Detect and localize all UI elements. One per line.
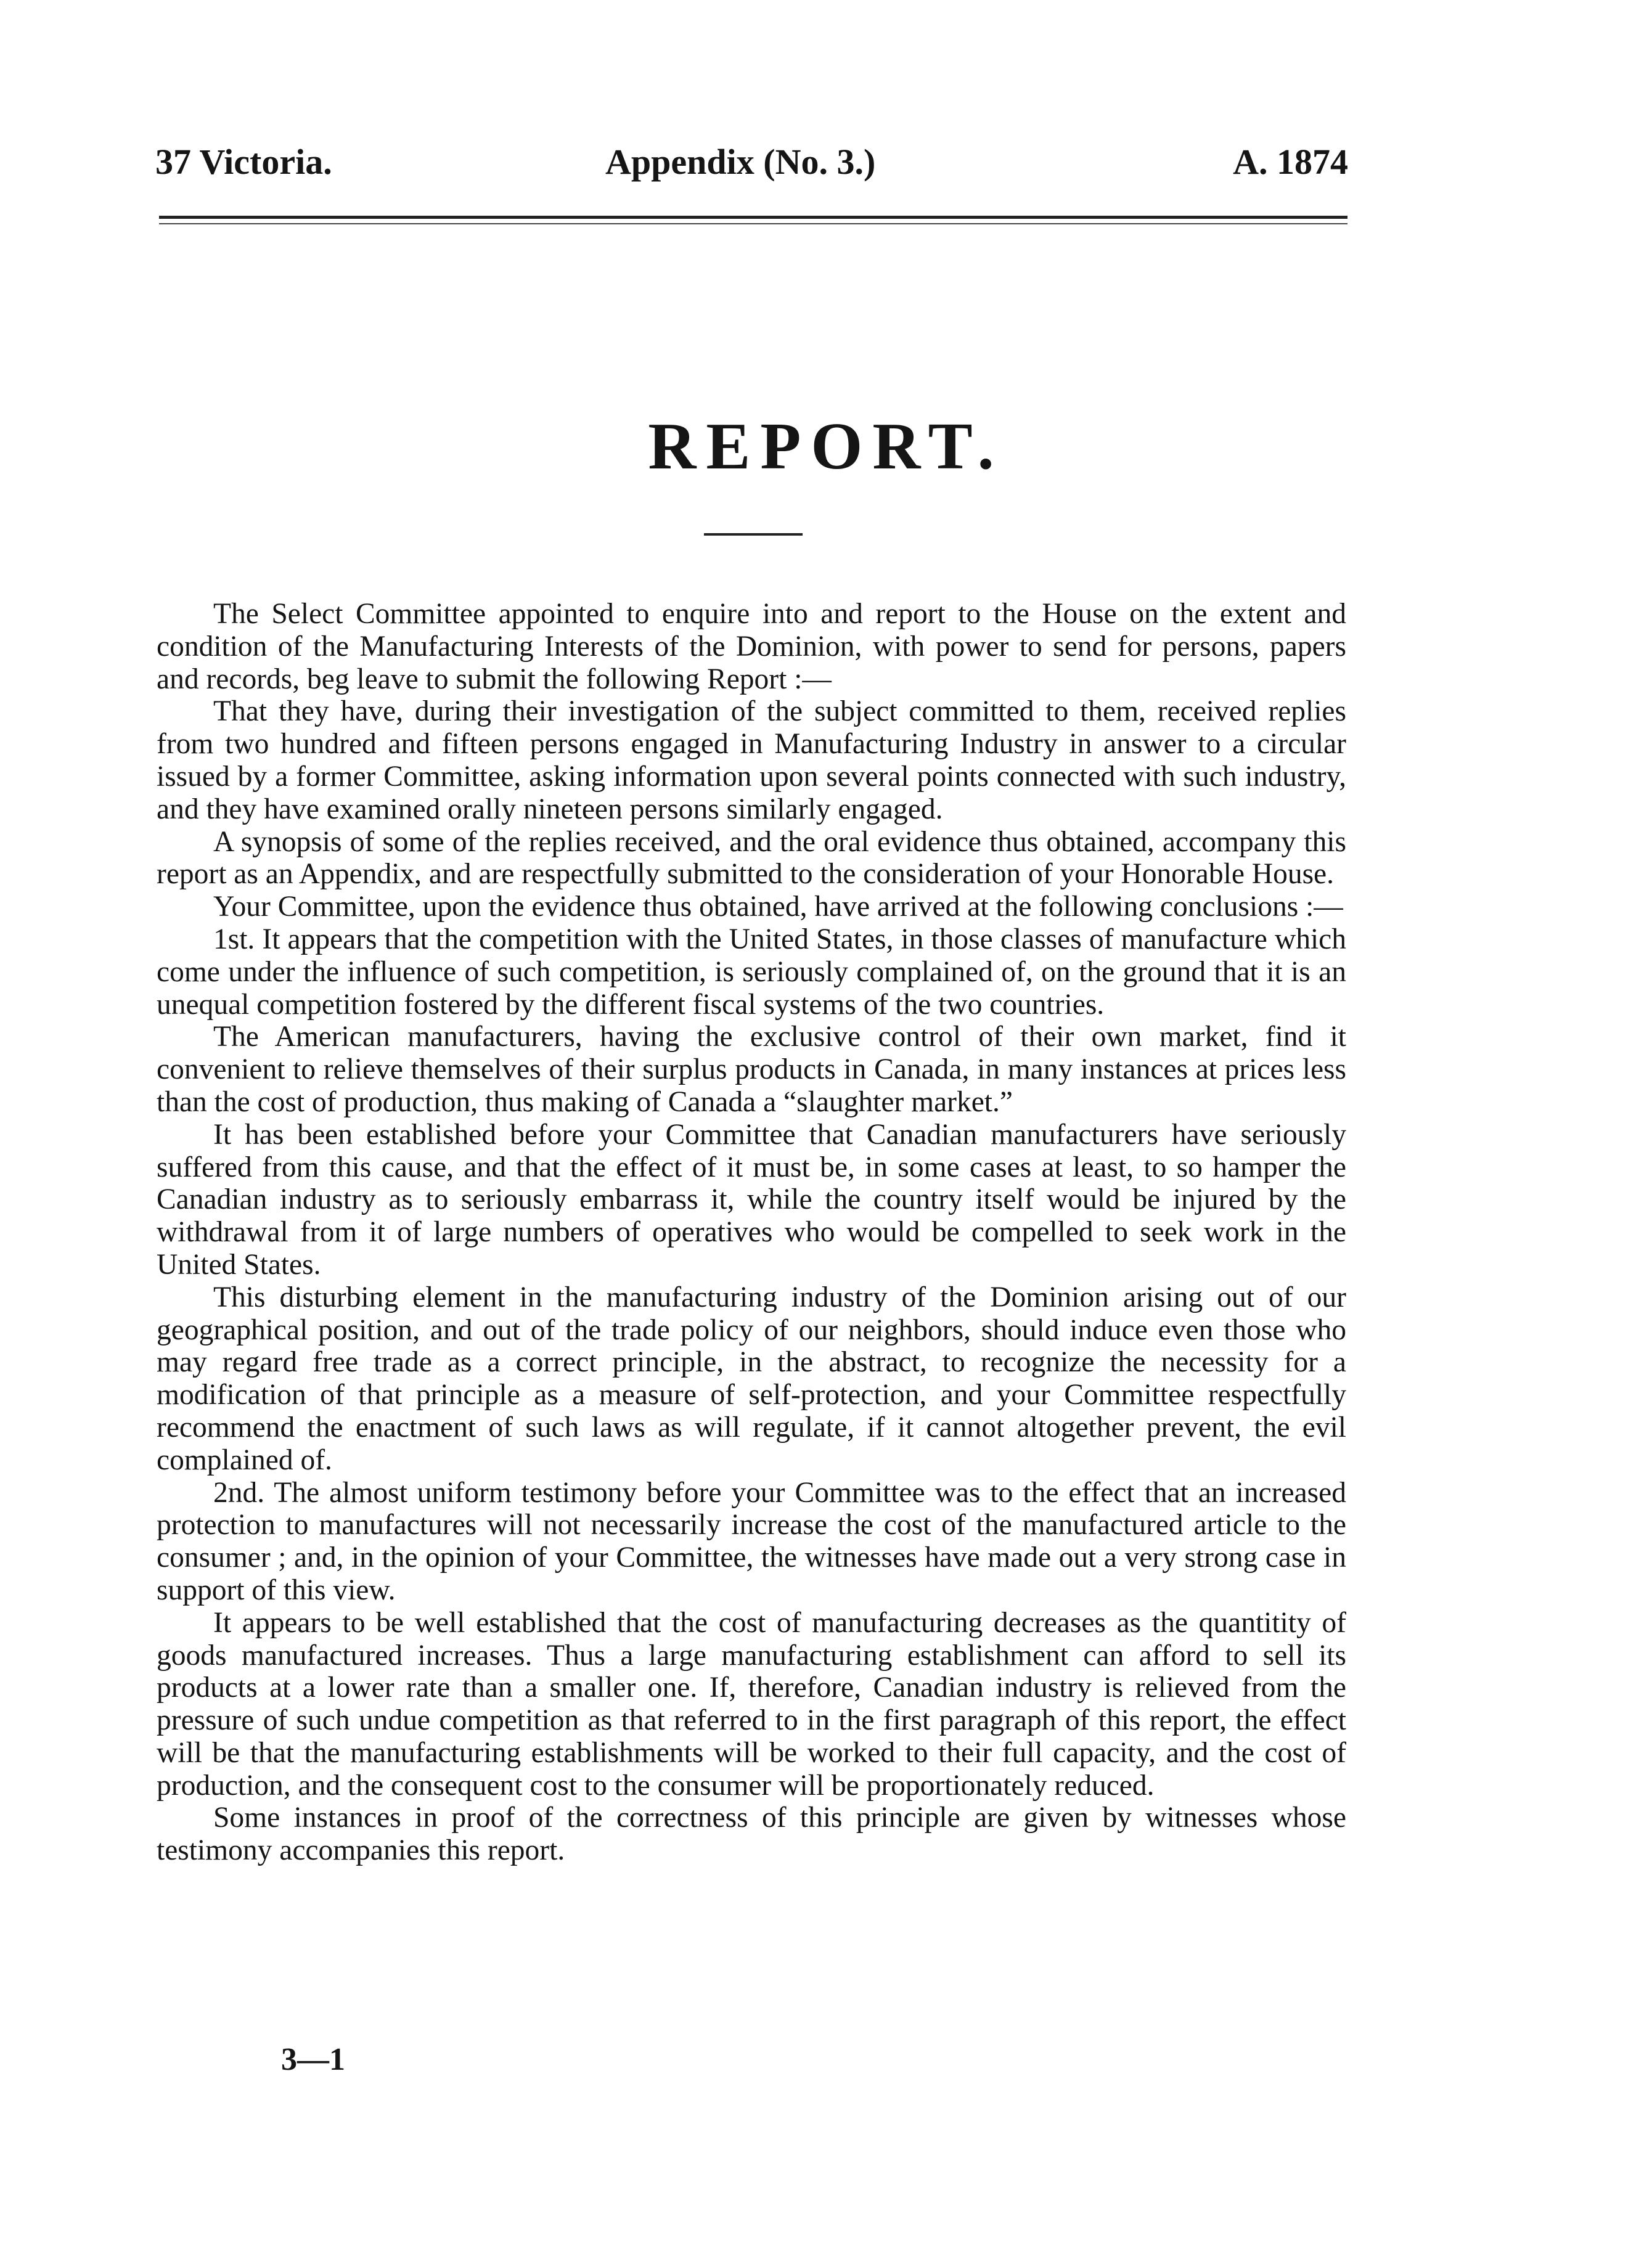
paragraph-instances: Some instances in proof of the correctness of this principle are given by witnesses whose testimony accompanies this report.: [157, 1802, 1346, 1867]
paragraph-american-manufacturers: The American manufacturers, having the exclusive control of their own market, find it convenient to relieve themselves of their surplus products in Canada, in many instances at prices less than the cost of production, thus making of Canada a “slaughter market.”: [157, 1021, 1346, 1118]
paragraph-cost-of-manufacturing: It appears to be well established that the cost of manufacturing decreases as the quantitity of goods manufactured increases. Thus a large manufacturing establishment can afford to sell its products at a lower rate than a smaller one. If, therefore, Canadian industry is relieved from the pressure of such undue competition as that referred to in the first paragraph of this report, the effect will be that the manufacturing establishments will be worked to their full capacity, and the cost of production, and the consequent cost to the consumer will be proportionately reduced.: [157, 1606, 1346, 1802]
paragraph-intro: The Select Committee appointed to enquire into and report to the House on the extent and condition of the Manufacturing Interests of the Dominion, with power to send for persons, papers and records, beg leave to submit the following Report :—: [157, 598, 1346, 695]
header-session: 37 Victoria.: [155, 142, 332, 182]
paragraph-first-conclusion: 1st. It appears that the competition with the United States, in those classes of manufacture which come under the influence of such competition, is seriously complained of, on the ground that it is an unequal competition fostered by the different fiscal systems of the two countries.: [157, 923, 1346, 1021]
paragraph-second-conclusion: 2nd. The almost uniform testimony before your Committee was to the effect that an increased protection to manufactures will not necessarily increase the cost of the manufactured article to the consumer ; and, in the opinion of your Committee, the witnesses have made out a very strong case in support of this view.: [157, 1476, 1346, 1606]
header-appendix: Appendix (No. 3.): [605, 142, 876, 182]
header-year: A. 1874: [1233, 142, 1348, 182]
header-rule-thick: [159, 216, 1347, 219]
page-mark: 3—1: [281, 2042, 345, 2077]
title-rule: [704, 533, 803, 536]
header-rule-thin: [159, 223, 1347, 224]
page-title: REPORT.: [648, 410, 1004, 483]
paragraph-disturbing-element: This disturbing element in the manufacturing industry of the Dominion arising out of our geographical position, and out of the trade policy of our neighbors, should induce even those who may regard free trade as a correct principle, in the abstract, to recognize the necessity for a modification of that principle as a measure of self-protection, and your Committee respectfully recommend the enactment of such laws as will regulate, if it cannot altogether prevent, the evil complained of.: [157, 1281, 1346, 1476]
paragraph-conclusions: Your Committee, upon the evidence thus obtained, have arrived at the following conclusions :—: [213, 891, 1343, 923]
running-header: [155, 134, 1348, 190]
paragraph-replies: That they have, during their investigation of the subject committed to them, received replies from two hundred and fifteen persons engaged in Manufacturing Industry in answer to a circular issued by a former Committee, asking information upon several points connected with such industry, and they have examined orally nineteen persons similarly engaged.: [157, 695, 1346, 825]
report-body: [157, 598, 1346, 1867]
paragraph-synopsis: A synopsis of some of the replies received, and the oral evidence thus obtained, accompany this report as an Appendix, and are respectfully submitted to the consideration of your Honorable House.: [157, 825, 1346, 891]
paragraph-established: It has been established before your Committee that Canadian manufacturers have seriously suffered from this cause, and that the effect of it must be, in some cases at least, to so hamper the Canadian industry as to seriously embarrass it, while the country itself would be injured by the withdrawal from it of large numbers of operatives who would be compelled to seek work in the United States.: [157, 1118, 1346, 1281]
